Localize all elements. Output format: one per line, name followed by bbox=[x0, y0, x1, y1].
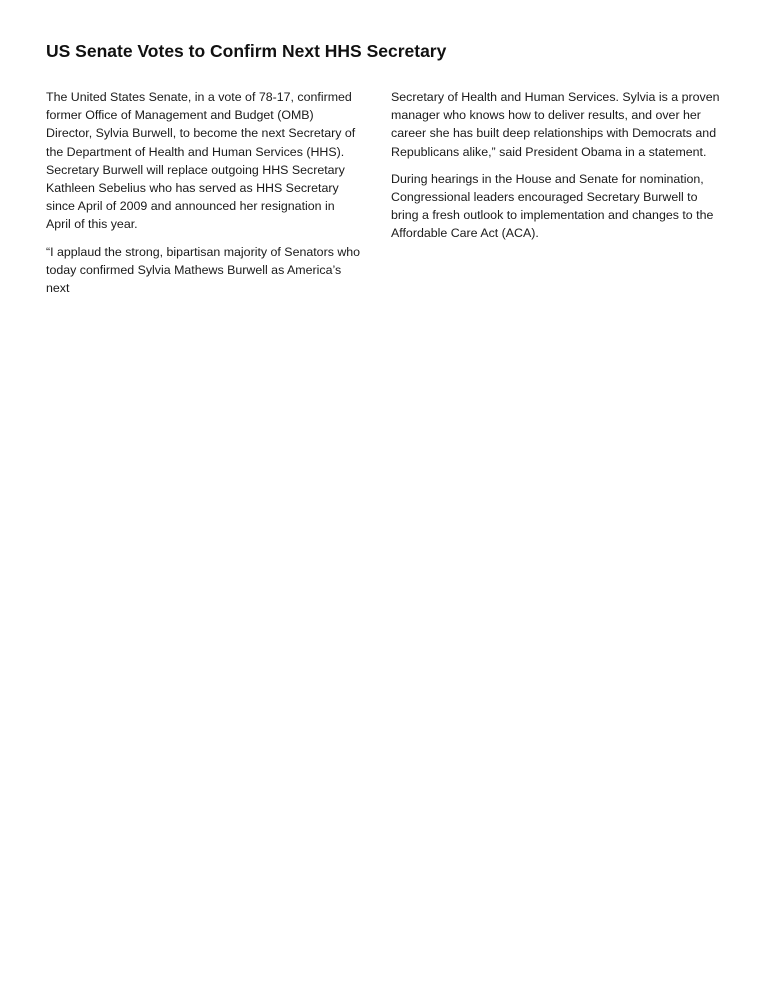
paragraph-senate-vote: The United States Senate, in a vote of 78-17, confirmed former Office of Management and Budget (OMB) Director, Sylvia Burwell, to become the next Secretary of the Department of Health and Human Services (HHS). Secretary Burwell will replace outgoing HHS Secretary Kathleen Sebelius who has served as HHS Secretary since April of 2009 and announced her resignation in April of this year. bbox=[46, 90, 356, 232]
article-title: US Senate Votes to Confirm Next HHS Secretary bbox=[46, 41, 447, 61]
left-column bbox=[46, 88, 362, 306]
paragraph-quote-continued: Secretary of Health and Human Services. Sylvia is a proven manager who knows how to deliver results, and over her career she has built deep relationships with Democrats and Republicans alike,” said President Obama in a statement. bbox=[391, 90, 720, 159]
paragraph-hearings: During hearings in the House and Senate for nomination, Congressional leaders encouraged Secretary Burwell to bring a fresh outlook to implementation and changes to the Affordable Care Act (ACA). bbox=[391, 171, 714, 241]
right-column bbox=[391, 88, 727, 252]
paragraph-quote-start: “I applaud the strong, bipartisan majority of Senators who today confirmed Sylvia Mathews Burwell as America’s next bbox=[46, 244, 361, 296]
